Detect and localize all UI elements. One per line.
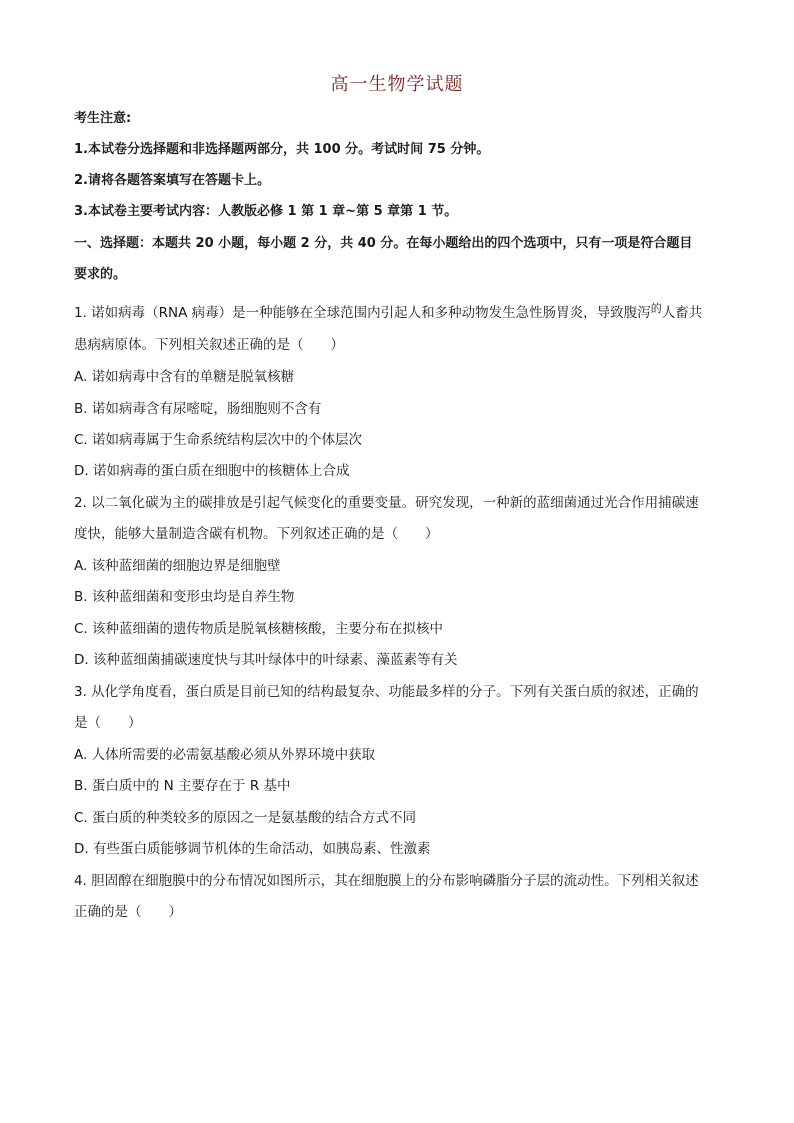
question-3-option-c: C. 蛋白质的种类较多的原因之一是氨基酸的结合方式不同 xyxy=(74,810,417,826)
question-2-option-c: C. 该种蓝细菌的遗传物质是脱氧核糖核酸，主要分布在拟核中 xyxy=(74,621,444,637)
question-1-stem-line-1 xyxy=(74,304,724,323)
section-heading-line-2: 要求的。 xyxy=(74,267,127,282)
question-1-stem-part-b: 人畜共 xyxy=(661,305,703,321)
page-title: 高一生物学试题 xyxy=(330,74,464,95)
question-1-option-b: B. 诺如病毒含有尿嘧啶，肠细胞则不含有 xyxy=(74,401,322,417)
notice-item-1: 1.本试卷分选择题和非选择题两部分，共 100 分。考试时间 75 分钟。 xyxy=(74,142,490,157)
section-heading-line-1: 一、选择题：本题共 20 小题，每小题 2 分，共 40 分。在每小题给出的四个选项中，只有一项是符合题目 xyxy=(74,236,693,251)
question-3-option-a: A. 人体所需要的必需氨基酸必须从外界环境中获取 xyxy=(74,747,376,763)
notice-item-3: 3.本试卷主要考试内容：人教版必修 1 第 1 章~第 5 章第 1 节。 xyxy=(74,204,458,219)
question-2-option-a: A. 该种蓝细菌的细胞边界是细胞壁 xyxy=(74,558,281,574)
question-3-option-b: B. 蛋白质中的 N 主要存在于 R 基中 xyxy=(74,778,291,794)
question-3-stem-line-2: 是（ ） xyxy=(74,715,142,731)
question-4-stem-line-1: 4. 胆固醇在细胞膜中的分布情况如图所示，其在细胞膜上的分布影响磷脂分子层的流动性。下列相关叙述 xyxy=(74,873,699,889)
question-3-stem-line-1: 3. 从化学角度看，蛋白质是目前已知的结构最复杂、功能最多样的分子。下列有关蛋白质的叙述，正确的 xyxy=(74,684,699,700)
question-2-stem-line-1: 2. 以二氧化碳为主的碳排放是引起气候变化的重要变量。研究发现，一种新的蓝细菌通过光合作用捕碳速 xyxy=(74,495,699,511)
question-2-option-d: D. 该种蓝细菌捕碳速度快与其叶绿体中的叶绿素、藻蓝素等有关 xyxy=(74,652,458,668)
notice-heading: 考生注意: xyxy=(74,111,132,126)
question-1-option-c: C. 诺如病毒属于生命系统结构层次中的个体层次 xyxy=(74,432,363,448)
question-1-option-a: A. 诺如病毒中含有的单糖是脱氧核糖 xyxy=(74,369,295,385)
question-2-option-b: B. 该种蓝细菌和变形虫均是自养生物 xyxy=(74,589,295,605)
question-3-option-d: D. 有些蛋白质能够调节机体的生命活动，如胰岛素、性激素 xyxy=(74,841,431,857)
question-1-stem-part-a: 1. 诺如病毒（RNA 病毒）是一种能够在全球范围内引起人和多种动物发生急性肠胃炎，导致腹泻 xyxy=(74,305,651,321)
question-1-stem-sup: 的 xyxy=(650,302,662,315)
question-1-option-d: D. 诺如病毒的蛋白质在细胞中的核糖体上合成 xyxy=(74,463,350,479)
question-4-stem-line-2: 正确的是（ ） xyxy=(74,904,182,920)
notice-item-2: 2.请将各题答案填写在答题卡上。 xyxy=(74,173,270,188)
question-1-stem-line-2: 患病病原体。下列相关叙述正确的是（ ） xyxy=(74,337,344,353)
question-2-stem-line-2: 度快，能够大量制造含碳有机物。下列叙述正确的是（ ） xyxy=(74,526,439,542)
